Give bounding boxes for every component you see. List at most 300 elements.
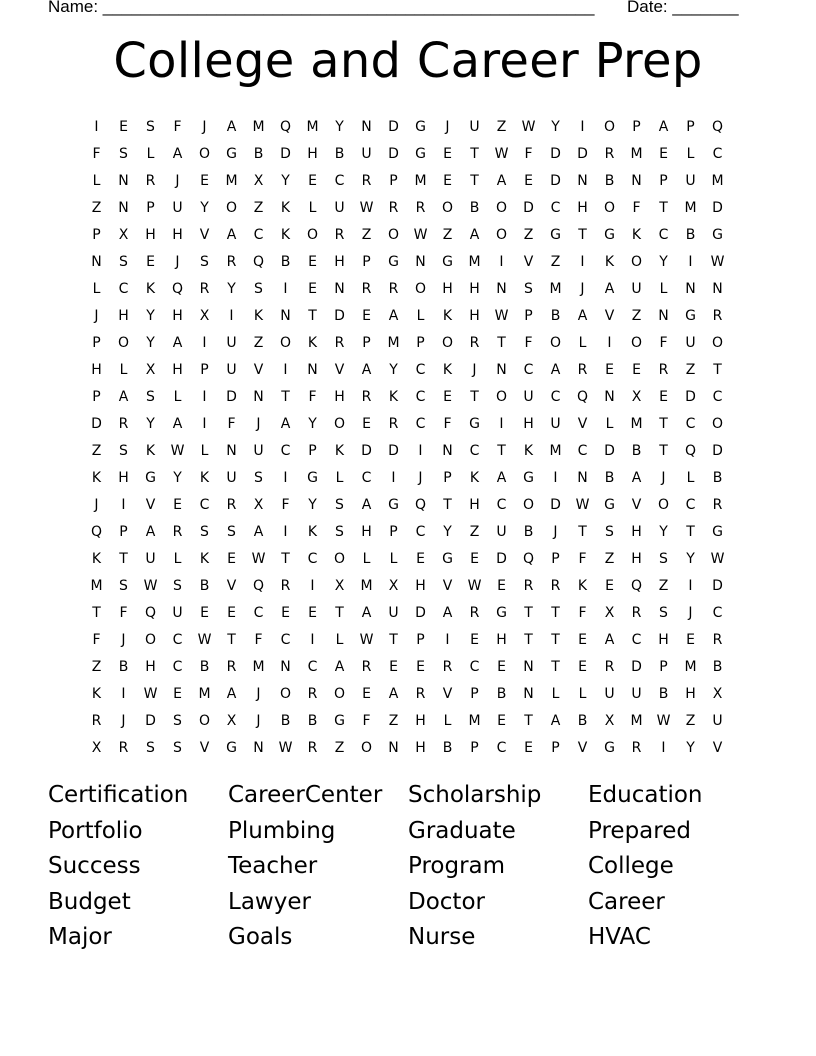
grid-letter: N [442,442,453,459]
grid-letter: J [175,172,180,189]
grid-letter: X [253,496,264,513]
grid-letter: C [361,469,372,486]
grid-letter: Q [252,253,265,270]
grid-letter: R [334,226,345,243]
grid-letter: E [443,145,452,162]
grid-letter: C [280,631,291,648]
grid-letter: A [253,523,264,540]
grid-letter: R [712,631,723,648]
grid-letter: G [604,739,615,756]
grid-letter: H [469,280,480,297]
grid-letter: Z [604,550,615,567]
grid-letter: M [549,442,562,459]
grid-letter: A [604,280,615,297]
grid-letter: A [496,172,507,189]
grid-letter: Z [91,199,102,216]
grid-letter: S [146,118,155,135]
grid-letter: Z [91,442,102,459]
grid-letter: A [334,658,345,675]
grid-letter: P [659,658,668,675]
grid-letter: I [499,415,504,432]
grid-letter: H [361,523,372,540]
grid-letter: Z [334,739,345,756]
grid-letter: C [712,388,723,405]
grid-letter: H [496,631,507,648]
grid-letter: N [388,739,399,756]
grid-letter: O [279,685,292,702]
grid-letter: D [145,712,156,729]
grid-letter: G [388,253,399,270]
grid-letter: M [684,658,697,675]
grid-letter: M [630,712,643,729]
grid-letter: S [119,145,128,162]
grid-letter: M [90,577,103,594]
grid-letter: U [172,199,183,216]
grid-letter: M [630,145,643,162]
grid-letter: E [227,604,236,621]
grid-letter: R [226,496,237,513]
grid-letter: I [283,280,288,297]
grid-letter: H [469,307,480,324]
grid-letter: K [307,334,318,351]
grid-letter: G [469,415,480,432]
grid-letter: N [118,172,129,189]
grid-letter: A [604,631,615,648]
grid-letter: M [414,172,427,189]
grid-letter: Q [171,280,184,297]
grid-letter: W [197,631,212,648]
grid-letter: R [199,280,210,297]
grid-letter: D [712,442,723,459]
grid-letter: C [415,361,426,378]
grid-letter: B [604,172,615,189]
grid-letter: K [280,199,291,216]
grid-letter: U [631,280,642,297]
grid-letter: S [659,550,668,567]
grid-letter: E [308,172,317,189]
grid-letter: I [202,388,207,405]
grid-letter: R [361,172,372,189]
grid-letter: C [307,658,318,675]
grid-letter: V [523,253,534,270]
grid-letter: H [172,226,183,243]
grid-letter: R [550,577,561,594]
grid-letter: L [686,145,695,162]
grid-letter: F [119,604,128,621]
grid-letter: H [334,388,345,405]
grid-letter: C [658,226,669,243]
grid-letter: D [604,442,615,459]
grid-letter: T [281,550,290,567]
grid-letter: H [415,739,426,756]
word-bank-item: Program [408,853,506,879]
grid-letter: F [524,334,533,351]
grid-letter: R [145,172,156,189]
grid-letter: E [497,712,506,729]
grid-letter: K [307,523,318,540]
grid-letter: Z [685,361,696,378]
grid-letter: I [283,469,288,486]
grid-letter: E [308,253,317,270]
grid-letter: L [119,361,128,378]
grid-letter: E [227,550,236,567]
grid-letter: D [388,145,399,162]
grid-letter: B [712,658,723,675]
grid-letter: E [578,631,587,648]
grid-letter: R [307,739,318,756]
grid-letter: I [391,469,396,486]
grid-letter: K [388,388,399,405]
grid-letter: C [253,604,264,621]
grid-letter: X [604,604,615,621]
grid-letter: M [684,199,697,216]
grid-letter: T [524,604,533,621]
grid-letter: N [118,199,129,216]
grid-letter: T [497,442,506,459]
grid-letter: T [335,604,344,621]
grid-letter: E [443,172,452,189]
grid-letter: I [310,631,315,648]
grid-letter: P [551,550,560,567]
grid-letter: R [361,280,372,297]
grid-letter: A [550,712,561,729]
grid-letter: N [307,361,318,378]
grid-letter: X [199,307,210,324]
grid-letter: K [91,469,102,486]
grid-letter: L [605,415,614,432]
grid-letter: G [388,496,399,513]
grid-letter: R [307,685,318,702]
grid-letter: E [308,604,317,621]
grid-letter: Y [146,307,155,324]
word-bank-item: Career [588,888,665,915]
grid-letter: S [146,388,155,405]
grid-letter: T [524,712,533,729]
grid-letter: H [118,307,129,324]
grid-letter: J [472,361,477,378]
grid-letter: L [146,145,155,162]
grid-letter: K [442,361,453,378]
grid-letter: L [308,199,317,216]
grid-letter: N [523,685,534,702]
grid-letter: R [118,739,129,756]
grid-letter: R [415,199,426,216]
grid-letter: T [524,631,533,648]
grid-letter: Z [658,577,669,594]
grid-letter: E [578,658,587,675]
grid-letter: T [92,604,101,621]
grid-letter: H [631,550,642,567]
grid-letter: Y [308,415,317,432]
grid-letter: J [418,469,423,486]
grid-letter: B [685,226,696,243]
grid-letter: H [91,361,102,378]
grid-letter: Y [308,496,317,513]
grid-letter: P [146,199,155,216]
grid-letter: Z [496,118,507,135]
grid-letter: W [467,577,482,594]
grid-letter: N [604,388,615,405]
word-bank-item: Plumbing [228,817,336,844]
word-bank-item: Lawyer [228,888,311,915]
grid-letter: C [496,739,507,756]
grid-letter: B [334,145,345,162]
grid-letter: A [631,469,642,486]
grid-letter: C [172,658,183,675]
grid-letter: B [712,469,723,486]
grid-letter: F [92,631,101,648]
word-bank-item: Portfolio [48,817,143,844]
grid-letter: F [173,118,182,135]
grid-letter: N [280,307,291,324]
grid-letter: M [360,577,373,594]
grid-letter: W [143,577,158,594]
grid-letter: Y [227,280,236,297]
grid-letter: Y [173,469,182,486]
grid-letter: U [523,388,534,405]
grid-letter: Z [550,253,561,270]
grid-letter: B [658,685,669,702]
grid-letter: L [578,334,587,351]
grid-letter: G [226,145,237,162]
grid-letter: X [253,172,264,189]
grid-letter: H [334,253,345,270]
grid-letter: W [359,631,374,648]
grid-letter: E [497,658,506,675]
grid-letter: N [577,172,588,189]
grid-letter: E [470,631,479,648]
grid-letter: B [550,307,561,324]
grid-letter: T [497,334,506,351]
grid-letter: G [442,550,453,567]
grid-letter: E [524,739,533,756]
grid-letter: Y [146,415,155,432]
grid-letter: R [712,496,723,513]
grid-letter: O [630,253,643,270]
grid-letter: I [553,469,558,486]
grid-letter: T [551,658,560,675]
grid-letter: J [202,118,207,135]
grid-letter: V [145,496,156,513]
grid-letter: P [119,523,128,540]
grid-letter: S [119,577,128,594]
grid-letter: H [469,496,480,513]
grid-letter: D [550,145,561,162]
grid-letter: K [199,469,210,486]
grid-letter: G [415,145,426,162]
word-bank-item: Budget [48,888,131,915]
grid-letter: E [281,604,290,621]
word-bank [48,778,768,956]
grid-letter: V [631,496,642,513]
grid-letter: G [604,226,615,243]
grid-letter: I [607,334,612,351]
grid-letter: V [442,577,453,594]
grid-letter: O [144,631,157,648]
grid-letter: K [469,469,480,486]
grid-letter: I [202,415,207,432]
grid-letter: M [468,253,481,270]
grid-letter: T [659,199,668,216]
grid-letter: K [523,442,534,459]
grid-letter: N [496,280,507,297]
grid-letter: B [496,685,507,702]
grid-letter: F [227,415,236,432]
grid-letter: P [92,388,101,405]
grid-letter: E [605,361,614,378]
grid-letter: T [470,172,479,189]
grid-letter: L [92,280,101,297]
grid-letter: F [443,415,452,432]
grid-letter: F [524,145,533,162]
grid-letter: A [577,307,588,324]
grid-letter: C [577,442,588,459]
grid-letter: W [143,685,158,702]
grid-letter: A [172,145,183,162]
word-bank-item: Major [48,924,112,950]
word-bank-item: Doctor [408,888,485,915]
grid-letter: Y [281,172,290,189]
grid-letter: W [278,739,293,756]
grid-letter: X [91,739,102,756]
grid-letter: W [710,550,725,567]
grid-letter: J [94,307,99,324]
grid-letter: C [415,415,426,432]
grid-letter: Y [686,739,695,756]
grid-letter: Q [279,118,292,135]
grid-letter: Y [389,361,398,378]
grid-letter: L [659,280,668,297]
grid-letter: H [685,685,696,702]
grid-letter: P [632,118,641,135]
grid-letter: N [226,442,237,459]
grid-letter: E [686,631,695,648]
grid-letter: Q [684,442,697,459]
grid-letter: O [630,334,643,351]
grid-letter: K [145,280,156,297]
grid-letter: L [362,550,371,567]
grid-letter: B [604,469,615,486]
grid-letter: S [119,442,128,459]
grid-letter: V [253,361,264,378]
grid-letter: N [496,361,507,378]
grid-letter: X [712,685,723,702]
grid-letter: L [335,631,344,648]
grid-letter: Z [388,712,399,729]
grid-letter: Y [146,334,155,351]
grid-letter: D [280,145,291,162]
grid-letter: R [604,145,615,162]
grid-letter: F [254,631,263,648]
grid-letter: A [361,496,372,513]
grid-letter: K [631,226,642,243]
grid-letter: S [200,523,209,540]
grid-letter: B [307,712,318,729]
grid-letter: Z [253,199,264,216]
grid-letter: J [580,280,585,297]
grid-letter: O [387,226,400,243]
word-bank-item: Goals [228,924,293,950]
grid-letter: R [334,334,345,351]
grid-letter: C [334,172,345,189]
grid-letter: P [389,172,398,189]
grid-letter: C [415,388,426,405]
grid-letter: S [335,496,344,513]
grid-letter: E [173,496,182,513]
grid-letter: R [631,604,642,621]
grid-letter: K [442,307,453,324]
grid-letter: N [577,469,588,486]
grid-letter: R [442,658,453,675]
grid-letter: H [415,577,426,594]
grid-letter: E [200,604,209,621]
grid-letter: A [469,226,480,243]
grid-letter: E [362,685,371,702]
grid-letter: U [145,550,156,567]
grid-letter: W [521,118,536,135]
grid-letter: C [523,361,534,378]
grid-letter: R [631,739,642,756]
grid-letter: G [523,469,534,486]
grid-letter: D [334,307,345,324]
grid-letter: B [253,145,264,162]
grid-letter: V [334,361,345,378]
grid-letter: J [256,685,261,702]
grid-letter: E [173,685,182,702]
grid-letter: E [632,361,641,378]
grid-letter: L [551,685,560,702]
grid-letter: G [442,253,453,270]
grid-letter: X [631,388,642,405]
grid-letter: U [334,199,345,216]
grid-letter: V [577,739,588,756]
grid-letter: P [686,118,695,135]
grid-letter: E [416,658,425,675]
grid-letter: L [92,172,101,189]
grid-letter: C [685,415,696,432]
grid-letter: S [146,739,155,756]
grid-letter: E [362,307,371,324]
grid-letter: G [550,226,561,243]
grid-letter: T [227,631,236,648]
grid-letter: P [200,361,209,378]
grid-letter: D [577,145,588,162]
grid-letter: W [575,496,590,513]
grid-letter: K [577,577,588,594]
grid-letter: E [146,253,155,270]
grid-letter: G [334,712,345,729]
grid-letter: A [442,604,453,621]
grid-letter: H [307,145,318,162]
grid-letter: T [119,550,128,567]
grid-letter: Y [335,118,344,135]
grid-letter: K [199,550,210,567]
grid-letter: Z [361,226,372,243]
grid-letter: H [523,415,534,432]
grid-letter: I [688,253,693,270]
grid-letter: U [685,334,696,351]
grid-letter: H [172,307,183,324]
grid-letter: K [91,685,102,702]
grid-letter: C [631,631,642,648]
grid-letter: U [712,712,723,729]
grid-letter: U [604,685,615,702]
grid-letter: R [469,604,480,621]
grid-letter: O [495,226,508,243]
grid-letter: W [251,550,266,567]
grid-letter: V [199,739,210,756]
grid-letter: I [94,118,99,135]
